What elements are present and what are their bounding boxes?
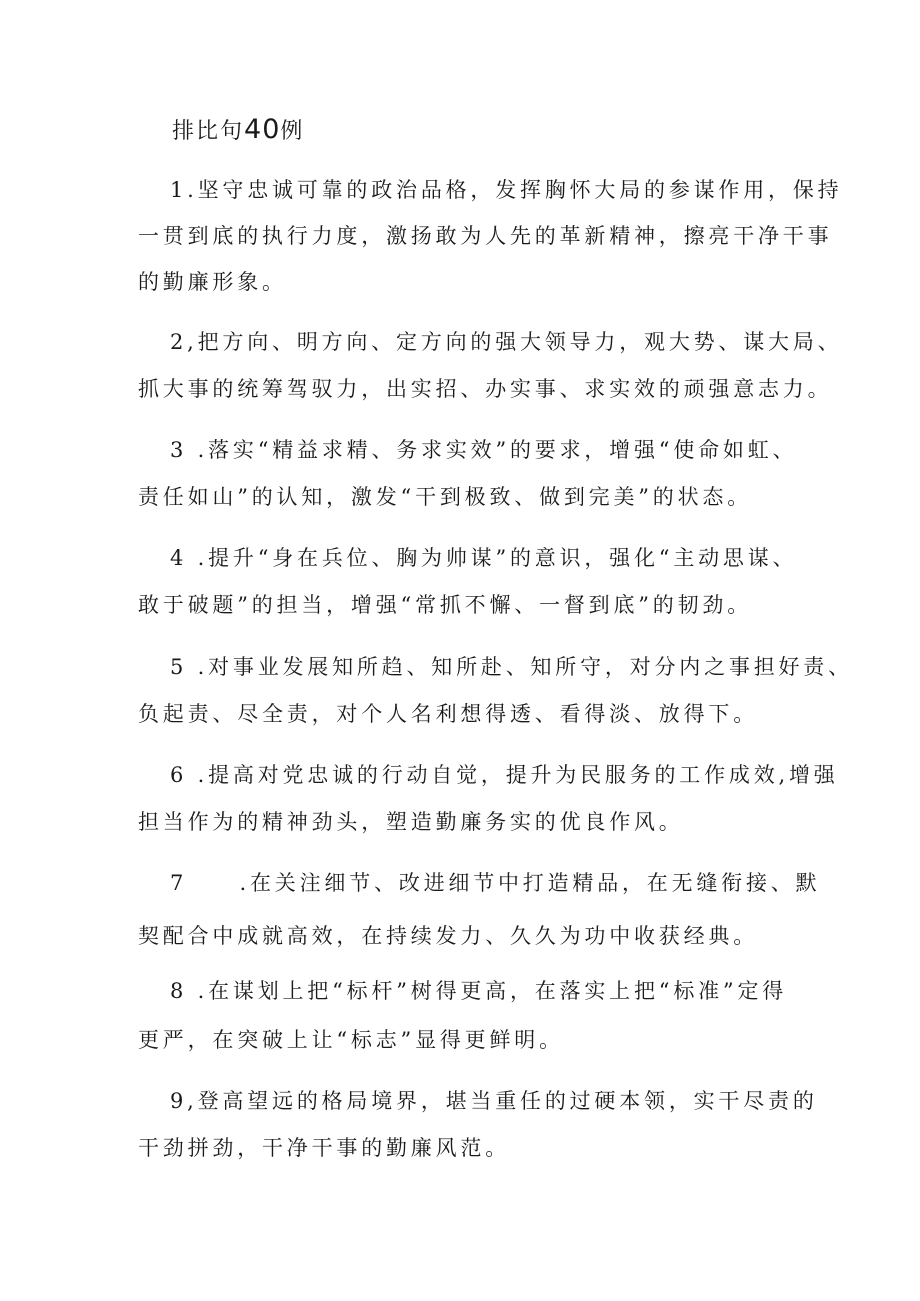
paragraph-1-line-3: 的勤廉形象。 (138, 270, 287, 294)
paragraph-9-line-1: 9,登高望远的格局境界，堪当重任的过硬本领，实干尽责的 (170, 1089, 818, 1113)
paragraph-5-line-1: 5 .对事业发展知所趋、知所赴、知所守，对分内之事担好责、 (170, 655, 853, 679)
paragraph-6-line-1: 6 .提高对党忠诚的行动自觉，提升为民服务的工作成效,增强 (170, 763, 839, 787)
paragraph-9-line-2: 干劲拼劲，干净干事的勤廉风范。 (138, 1136, 510, 1160)
paragraph-7-line-2: 契配合中成就高效，在持续发力、久久为功中收获经典。 (138, 924, 758, 948)
paragraph-6-line-2: 担当作为的精神劲头，塑造勤廉务实的优良作风。 (138, 810, 684, 834)
paragraph-8-line-2: 更严，在突破上让“标志”显得更鲜明。 (138, 1028, 564, 1052)
paragraph-4-line-2: 敢于破题”的担当，增强“常抓不懈、一督到底”的韧劲。 (138, 593, 753, 617)
title-suffix: 例 (280, 119, 305, 144)
title-prefix: 排比句 (172, 119, 245, 144)
paragraph-2-line-1: 2,把方向、明方向、定方向的强大领导力，观大势、谋大局、 (170, 330, 843, 354)
paragraph-5-line-2: 负起责、尽全责，对个人名利想得透、看得淡、放得下。 (138, 702, 758, 726)
document-title (172, 114, 304, 145)
paragraph-4-line-1: 4 .提升“身在兵位、胸为帅谋”的意识，强化“主动思谋、 (170, 546, 798, 570)
paragraph-1-line-1: 1.坚守忠诚可靠的政治品格，发挥胸怀大局的参谋作用，保持 (170, 178, 843, 202)
paragraph-1-line-2: 一贯到底的执行力度，激扬敢为人先的革新精神，擦亮干净干事 (138, 224, 833, 248)
title-number: 40 (244, 114, 281, 145)
paragraph-3-line-1: 3 .落实“精益求精、务求实效”的要求，增强“使命如虹、 (170, 438, 798, 462)
paragraph-2-line-2: 抓大事的统筹驾驭力，出实招、办实事、求实效的顽强意志力。 (138, 377, 833, 401)
paragraph-3-line-2: 责任如山”的认知，激发“干到极致、做到完美”的状态。 (138, 485, 753, 509)
paragraph-8-line-1: 8 .在谋划上把“标杆”树得更高，在落实上把“标准”定得 (170, 979, 788, 1003)
paragraph-7-line-1: 7 .在关注细节、改进细节中打造精品，在无缝衔接、默 (170, 871, 821, 895)
